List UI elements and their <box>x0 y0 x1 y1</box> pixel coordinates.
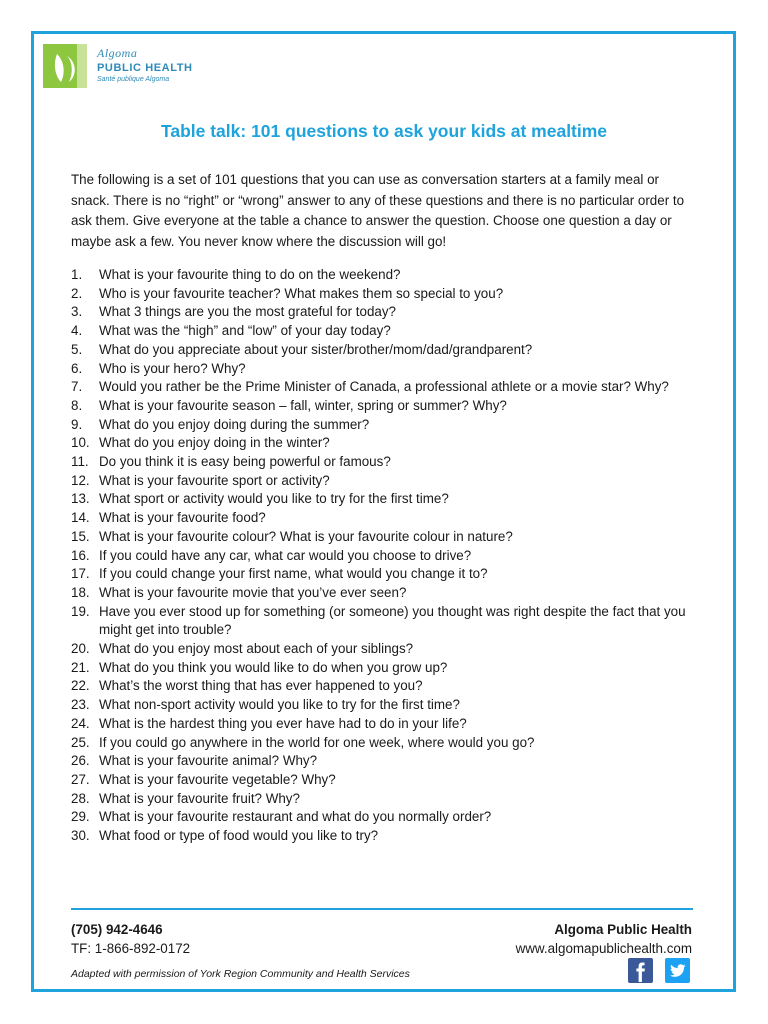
page-title: Table talk: 101 questions to ask your kids at mealtime <box>160 121 608 141</box>
question-number: 2. <box>71 285 83 301</box>
question-text: What is your favourite movie that you’ve ever seen? <box>99 584 407 600</box>
question-text: What is your favourite sport or activity? <box>99 472 330 488</box>
question-item <box>71 808 711 827</box>
question-item <box>71 453 711 472</box>
question-text: If you could change your first name, what would you change it to? <box>99 566 488 582</box>
question-number: 13. <box>71 491 90 507</box>
question-number: 30. <box>71 828 90 844</box>
twitter-icon[interactable] <box>665 958 690 983</box>
footer-divider <box>71 908 693 910</box>
question-item <box>71 603 711 640</box>
question-item <box>71 734 711 753</box>
question-number: 8. <box>71 397 83 413</box>
question-text: What 3 things are you the most grateful for today? <box>99 304 396 320</box>
logo-french: Santé publique Algoma <box>97 76 170 83</box>
question-item <box>71 303 711 322</box>
question-item <box>71 790 711 809</box>
question-item <box>71 677 711 696</box>
logo-text <box>97 46 193 83</box>
footer-phone: (705) 942-4646 <box>71 922 163 937</box>
question-number: 22. <box>71 678 90 694</box>
question-number: 24. <box>71 715 90 731</box>
question-text: What is your favourite fruit? Why? <box>99 790 300 806</box>
question-item <box>71 341 711 360</box>
question-number: 28. <box>71 790 90 806</box>
footer-adapted-note: Adapted with permission of York Region Community and Health Services <box>71 968 410 980</box>
question-number: 27. <box>71 771 90 787</box>
question-text: What do you enjoy doing in the winter? <box>99 435 330 451</box>
facebook-icon[interactable] <box>628 958 653 983</box>
question-text: What is your favourite restaurant and what do you normally order? <box>99 809 492 825</box>
question-number: 5. <box>71 341 83 357</box>
question-text: What is the hardest thing you ever have had to do in your life? <box>99 715 467 731</box>
question-item <box>71 696 711 715</box>
question-number: 23. <box>71 697 90 713</box>
question-text: What do you enjoy most about each of your siblings? <box>99 641 414 657</box>
question-text: If you could go anywhere in the world for one week, where would you go? <box>99 734 535 750</box>
question-text: What do you think you would like to do when you grow up? <box>99 659 448 675</box>
question-number: 10. <box>71 435 90 451</box>
question-item <box>71 528 711 547</box>
footer-tollfree: TF: 1-866-892-0172 <box>71 941 191 956</box>
question-text: What do you appreciate about your sister/brother/mom/dad/grandparent? <box>99 341 533 357</box>
question-text: What’s the worst thing that has ever happened to you? <box>99 678 423 694</box>
question-text: What do you enjoy doing during the summer? <box>99 416 370 432</box>
question-list <box>71 266 711 846</box>
logo-mark-icon <box>43 42 89 90</box>
question-item <box>71 640 711 659</box>
intro-paragraph: The following is a set of 101 questions that you can use as conversation starters at a family meal or snack. There is no “right” or “wrong” answer to any of these questions and there is no particular order to ask them. Give everyone at the table a chance to answer the question. Choose one question a day or maybe ask a few. You never know where the discussion will go! <box>71 172 685 249</box>
question-text: Would you rather be the Prime Minister of Canada, a professional athlete or a movie star? Why? <box>99 379 669 395</box>
question-item <box>71 266 711 285</box>
question-number: 9. <box>71 416 83 432</box>
question-number: 26. <box>71 753 90 769</box>
question-number: 4. <box>71 323 83 339</box>
question-item <box>71 360 711 379</box>
question-number: 12. <box>71 472 90 488</box>
question-item <box>71 285 711 304</box>
question-text: What is your favourite vegetable? Why? <box>99 771 336 787</box>
logo-algoma: Algoma <box>97 46 138 60</box>
question-text: If you could have any car, what car would you choose to drive? <box>99 547 472 563</box>
question-item <box>71 565 711 584</box>
question-item <box>71 397 711 416</box>
question-item <box>71 659 711 678</box>
question-number: 18. <box>71 584 90 600</box>
question-text: Who is your favourite teacher? What makes them so special to you? <box>99 285 504 301</box>
question-text: What was the “high” and “low” of your day today? <box>99 323 391 339</box>
question-item <box>71 472 711 491</box>
question-item <box>71 434 711 453</box>
question-item <box>71 547 711 566</box>
question-number: 7. <box>71 379 83 395</box>
question-number: 16. <box>71 547 90 563</box>
question-number: 17. <box>71 566 90 582</box>
question-text: What is your favourite season – fall, winter, spring or summer? Why? <box>99 397 507 413</box>
question-number: 25. <box>71 734 90 750</box>
question-text: Who is your hero? Why? <box>99 360 246 376</box>
algoma-logo <box>43 42 203 94</box>
question-item <box>71 584 711 603</box>
question-text: What is your favourite food? <box>99 510 266 526</box>
question-text: What is your favourite animal? Why? <box>99 753 318 769</box>
question-item <box>71 509 711 528</box>
question-text: What is your favourite thing to do on the weekend? <box>99 267 401 282</box>
question-number: 3. <box>71 304 83 320</box>
question-number: 1. <box>71 267 83 282</box>
question-number: 14. <box>71 510 90 526</box>
footer-org-name: Algoma Public Health <box>554 922 692 937</box>
question-number: 21. <box>71 659 90 675</box>
question-item <box>71 752 711 771</box>
question-number: 19. <box>71 603 90 619</box>
question-number: 20. <box>71 641 90 657</box>
question-item <box>71 715 711 734</box>
question-item <box>71 322 711 341</box>
question-item <box>71 490 711 509</box>
question-item <box>71 827 711 846</box>
question-text: Have you ever stood up for something (or someone) you thought was right despite the fact that you might get into trouble? <box>99 603 686 638</box>
question-text: What sport or activity would you like to try for the first time? <box>99 491 449 507</box>
question-number: 6. <box>71 360 83 376</box>
question-number: 15. <box>71 528 90 544</box>
logo-public-health: PUBLIC HEALTH <box>97 62 193 74</box>
question-text: What food or type of food would you like to try? <box>99 828 379 844</box>
question-item <box>71 378 711 397</box>
question-item <box>71 771 711 790</box>
question-item <box>71 416 711 435</box>
question-text: Do you think it is easy being powerful or famous? <box>99 454 391 470</box>
question-text: What non-sport activity would you like to try for the first time? <box>99 697 460 713</box>
question-number: 11. <box>71 454 89 470</box>
question-text: What is your favourite colour? What is your favourite colour in nature? <box>99 528 513 544</box>
question-number: 29. <box>71 809 90 825</box>
footer-website[interactable]: www.algomapublichealth.com <box>515 941 692 956</box>
